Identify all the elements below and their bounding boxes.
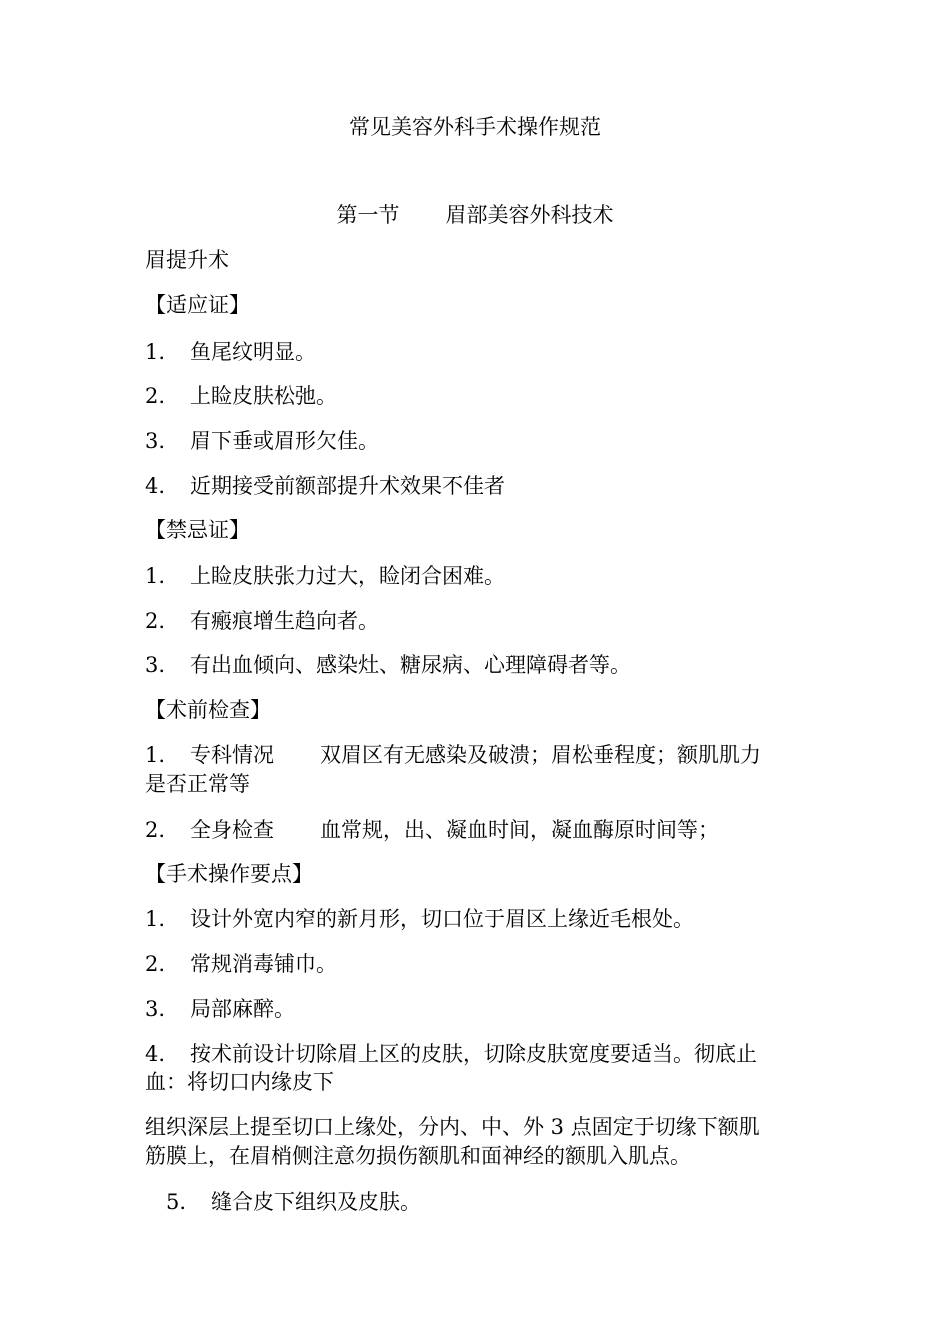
item-text: 鱼尾纹明显。 — [190, 340, 316, 364]
list-item — [145, 651, 805, 679]
item-number: 5. — [166, 1190, 187, 1214]
list-item — [145, 950, 805, 978]
section-number: 第一节 — [336, 203, 400, 227]
list-item — [145, 995, 805, 1023]
item-number: 4. — [145, 1042, 166, 1066]
list-item-continuation: 血：将切口内缘皮下 — [145, 1070, 334, 1094]
item-text: 双眉区有无感染及破溃；眉松垂程度；额肌肌力 — [320, 743, 761, 767]
procedure-name: 眉提升术 — [145, 248, 229, 272]
item-label: 全身检查 — [190, 818, 274, 842]
list-item — [145, 741, 805, 769]
item-text: 上睑皮肤张力过大，睑闭合困难。 — [190, 564, 505, 588]
preop-exam-heading: 【术前检查】 — [145, 698, 271, 722]
item-number: 3. — [145, 997, 166, 1021]
item-number: 2. — [145, 952, 166, 976]
list-item — [145, 338, 805, 366]
section-title — [0, 201, 950, 229]
list-item — [145, 1040, 805, 1068]
item-text: 常规消毒铺巾。 — [190, 952, 337, 976]
list-item — [145, 427, 805, 455]
item-number: 1. — [145, 907, 166, 931]
item-text: 近期接受前额部提升术效果不佳者 — [190, 474, 505, 498]
item-label: 专科情况 — [190, 743, 274, 767]
item-number: 2. — [145, 818, 166, 842]
item-number: 1. — [145, 340, 166, 364]
item-number: 2. — [145, 384, 166, 408]
contraindications-heading: 【禁忌证】 — [145, 518, 250, 542]
item-text: 有瘢痕增生趋向者。 — [190, 609, 379, 633]
item-number: 3. — [145, 653, 166, 677]
item-text: 局部麻醉。 — [190, 997, 295, 1021]
list-item-continuation: 是否正常等 — [145, 772, 250, 796]
item-number: 4. — [145, 474, 166, 498]
list-item — [166, 1188, 826, 1216]
item-number: 1. — [145, 743, 166, 767]
indications-heading: 【适应证】 — [145, 293, 250, 317]
list-item — [145, 905, 805, 933]
list-item — [145, 382, 805, 410]
item-text: 眉下垂或眉形欠佳。 — [190, 429, 379, 453]
item-text: 上睑皮肤松弛。 — [190, 384, 337, 408]
item-number: 3. — [145, 429, 166, 453]
item-text: 有出血倾向、感染灶、糖尿病、心理障碍者等。 — [190, 653, 631, 677]
item-text: 按术前设计切除眉上区的皮肤，切除皮肤宽度要适当。彻底止 — [190, 1042, 757, 1066]
list-item — [145, 816, 805, 844]
section-name: 眉部美容外科技术 — [445, 203, 614, 227]
procedure-heading: 【手术操作要点】 — [145, 862, 313, 886]
item-text: 缝合皮下组织及皮肤。 — [211, 1190, 421, 1214]
document-title: 常见美容外科手术操作规范 — [349, 115, 601, 139]
list-item — [145, 562, 805, 590]
item-text: 设计外宽内窄的新月形，切口位于眉区上缘近毛根处。 — [190, 907, 694, 931]
paragraph-line: 筋膜上，在眉梢侧注意勿损伤额肌和面神经的额肌入肌点。 — [145, 1144, 691, 1168]
item-number: 1. — [145, 564, 166, 588]
item-text: 血常规，出、凝血时间，凝血酶原时间等； — [320, 818, 719, 842]
list-item — [145, 472, 805, 500]
item-number: 2. — [145, 609, 166, 633]
list-item — [145, 607, 805, 635]
paragraph-line: 组织深层上提至切口上缘处，分内、中、外 3 点固定于切缘下额肌 — [145, 1115, 760, 1139]
